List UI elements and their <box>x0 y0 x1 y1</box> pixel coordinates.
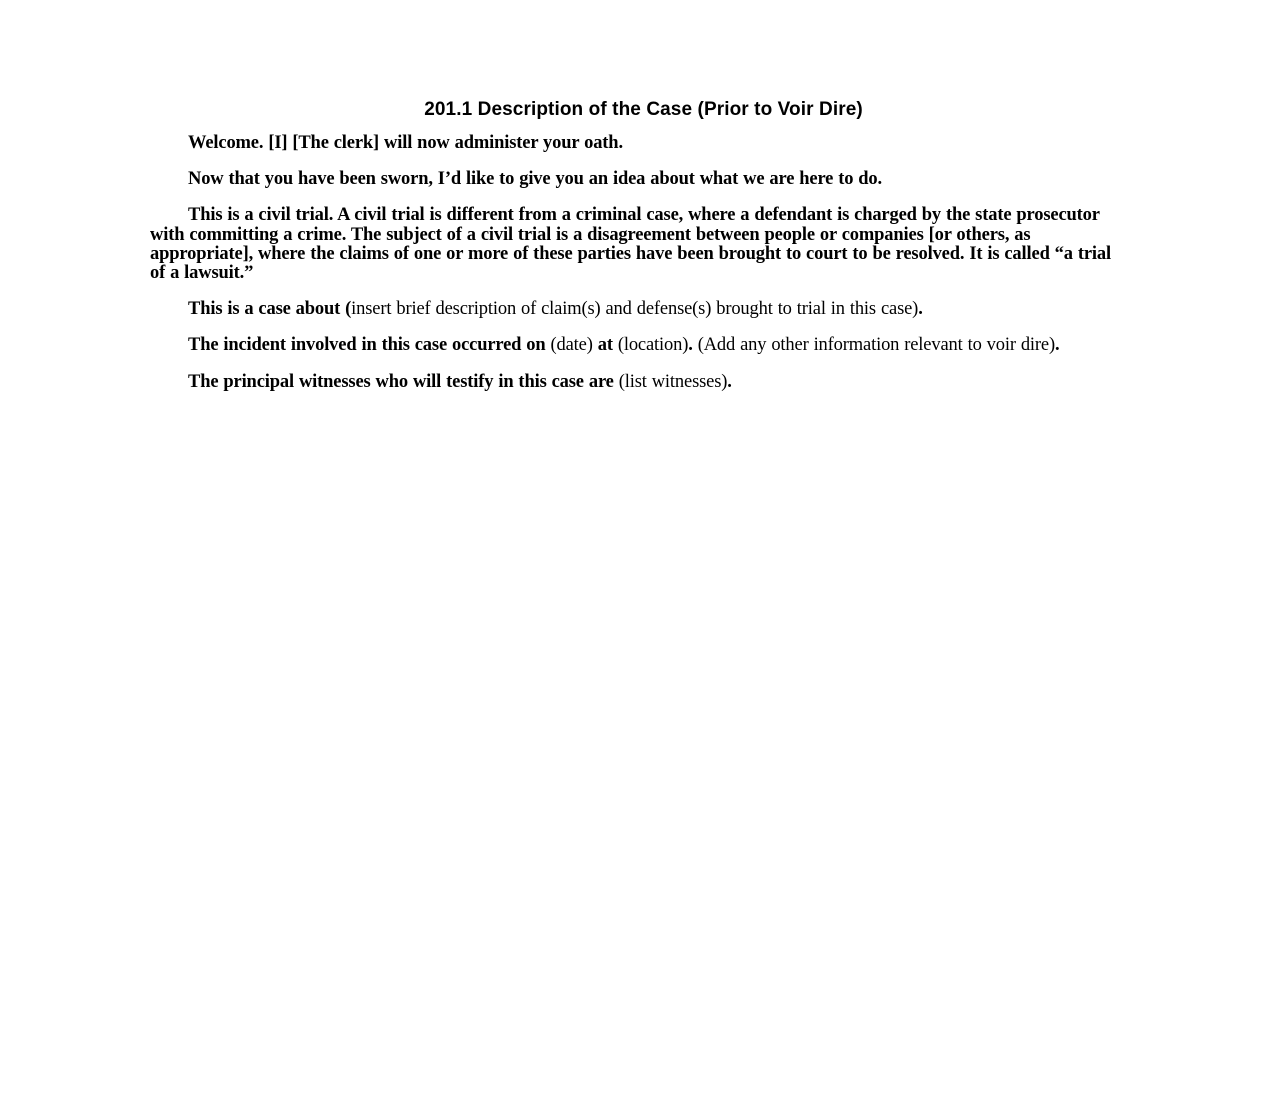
text-segment: . <box>727 371 732 392</box>
placeholder-instruction: (Add any other information relevant to voir dire) <box>697 335 1056 356</box>
text-segment: . <box>688 335 698 356</box>
text-segment: . <box>918 299 923 320</box>
text-segment: . <box>1055 335 1060 356</box>
text-segment: ( <box>345 299 352 320</box>
paragraph-case-about <box>150 300 1125 319</box>
paragraph-witnesses <box>150 373 1125 392</box>
paragraph-incident <box>150 336 1125 355</box>
text-segment: The principal witnesses who will testify in this case are <box>188 371 619 392</box>
text-segment: The incident involved in this case occurred on <box>188 335 551 356</box>
text-segment: This is a civil trial. A civil trial is different from a criminal case, where a defendant is charged by the state prosecutor with committing a crime. The subject of a civil trial is a disagreement between people or companies [or others, as appropriate], where the claims of one or more of these parties have been brought to court to be resolved. It is called “a trial of a lawsuit.” <box>150 205 1112 284</box>
placeholder-instruction: insert brief description of claim(s) and defense(s) brought to trial in this case) <box>351 299 919 320</box>
paragraph-civil-trial <box>150 206 1125 283</box>
paragraph-welcome <box>150 134 1125 153</box>
text-segment: Welcome. [I] [The clerk] will now administer your oath. <box>188 133 623 153</box>
paragraph-sworn <box>150 170 1125 189</box>
document-title: 201.1 Description of the Case (Prior to Voir Dire) <box>424 99 863 120</box>
text-segment: This is a case about <box>188 299 346 320</box>
text-segment: at <box>597 335 618 356</box>
document-page <box>150 98 1125 409</box>
placeholder-witnesses: (list witnesses) <box>618 371 728 392</box>
text-segment: Now that you have been sworn, I’d like to give you an idea about what we are here to do. <box>188 169 883 190</box>
placeholder-location: (location) <box>617 335 689 356</box>
placeholder-date: (date) <box>550 335 598 356</box>
